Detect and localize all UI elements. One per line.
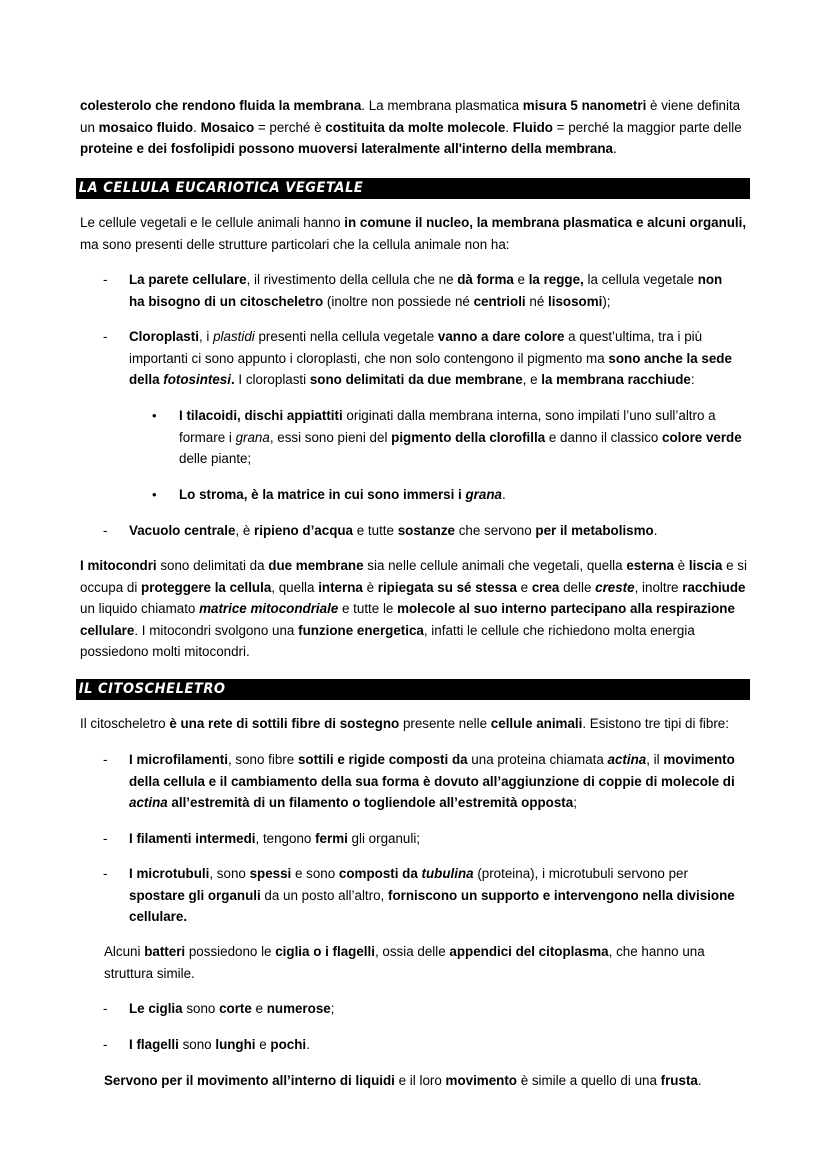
paragraph-citoscheletro-intro: Il citoscheletro è una rete di sottili fibre di sostegno presente nelle cellule animali. Esistono tre tipi di fibre: — [80, 716, 729, 731]
list-dash: - — [103, 752, 108, 767]
section-heading-bar — [76, 679, 750, 700]
list-item-microfilamenti: I microfilamenti, sono fibre sottili e rigide composti da una proteina chiamata actina, il movimento della cellula e il cambiamento della sua forma è dovuto all’aggiunzione di coppie di molecole di actina all’estremità di un filamento o togliendole all’estremità opposta; — [129, 752, 735, 811]
list-item-flagelli: I flagelli sono lunghi e pochi. — [129, 1037, 310, 1052]
list-dash: - — [103, 866, 108, 881]
paragraph-closing: Servono per il movimento all’interno di liquidi e il loro movimento è simile a quello di una frusta. — [104, 1073, 702, 1088]
section-heading-vegetale: LA CELLULA EUCARIOTICA VEGETALE — [78, 180, 364, 196]
sub-item-stroma: Lo stroma, è la matrice in cui sono immersi i grana. — [179, 487, 506, 502]
section-heading-bar — [76, 178, 750, 199]
bullet-icon: • — [152, 487, 157, 502]
list-item-cloroplasti: Cloroplasti, i plastidi presenti nella cellula vegetale vanno a dare colore a quest’ultima, tra i più importanti ci sono appunto i cloroplasti, che non solo contengono il pigmento ma sono anche la sede della fotosintesi. I cloroplasti sono delimitati da due membrane, e la membrana racchiude: — [129, 329, 732, 388]
list-item-ciglia: Le ciglia sono corte e numerose; — [129, 1001, 335, 1016]
list-item-microtubuli: I microtubuli, sono spessi e sono composti da tubulina (proteina), i microtubuli servono per spostare gli organuli da un posto all’altro, forniscono un supporto e intervengono nella divisione cellulare. — [129, 866, 735, 925]
list-dash: - — [103, 272, 108, 287]
list-item-filamenti-intermedi: I filamenti intermedi, tengono fermi gli organuli; — [129, 831, 421, 846]
paragraph-mitocondri: I mitocondri sono delimitati da due membrane sia nelle cellule animali che vegetali, quella esterna è liscia e si occupa di proteggere la cellula, quella interna è ripiegata su sé stessa e crea delle creste, inoltre racchiude un liquido chiamato matrice mitocondriale e tutte le molecole al suo interno partecipano alla respirazione cellulare. I mitocondri svolgono una funzione energetica, infatti le cellule che richiedono molta energia possiedono molti mitocondri. — [80, 558, 747, 660]
bullet-icon: • — [152, 408, 157, 423]
list-item-vacuolo: Vacuolo centrale, è ripieno d’acqua e tutte sostanze che servono per il metabolismo. — [129, 523, 658, 538]
list-dash: - — [103, 1037, 108, 1052]
paragraph-membrana: colesterolo che rendono fluida la membrana. La membrana plasmatica misura 5 nanometri è viene definita un mosaico fluido. Mosaico = perché è costituita da molte molecole. Fluido = perché la maggior parte delle proteine e dei fosfolipidi possono muoversi lateralmente all'interno della membrana. — [80, 98, 742, 157]
paragraph-ciglia-intro: Alcuni batteri possiedono le ciglia o i flagelli, ossia delle appendici del citoplasma, che hanno una struttura simile. — [104, 944, 705, 981]
list-dash: - — [103, 1001, 108, 1016]
sub-item-tilacoidi: I tilacoidi, dischi appiattiti originati dalla membrana interna, sono impilati l’uno sull’altro a formare i grana, essi sono pieni del pigmento della clorofilla e danno il classico colore verde delle piante; — [179, 408, 742, 467]
list-dash: - — [103, 329, 108, 344]
paragraph-vegetale-intro: Le cellule vegetali e le cellule animali hanno in comune il nucleo, la membrana plasmatica e alcuni organuli, ma sono presenti delle strutture particolari che la cellula animale non ha: — [80, 215, 747, 252]
list-item-parete: La parete cellulare, il rivestimento della cellula che ne dà forma e la regge, la cellula vegetale non ha bisogno di un citoscheletro (inoltre non possiede né centrioli né lisosomi); — [129, 272, 723, 309]
section-heading-citoscheletro: IL CITOSCHELETRO — [78, 681, 226, 697]
list-dash: - — [103, 523, 108, 538]
list-dash: - — [103, 831, 108, 846]
